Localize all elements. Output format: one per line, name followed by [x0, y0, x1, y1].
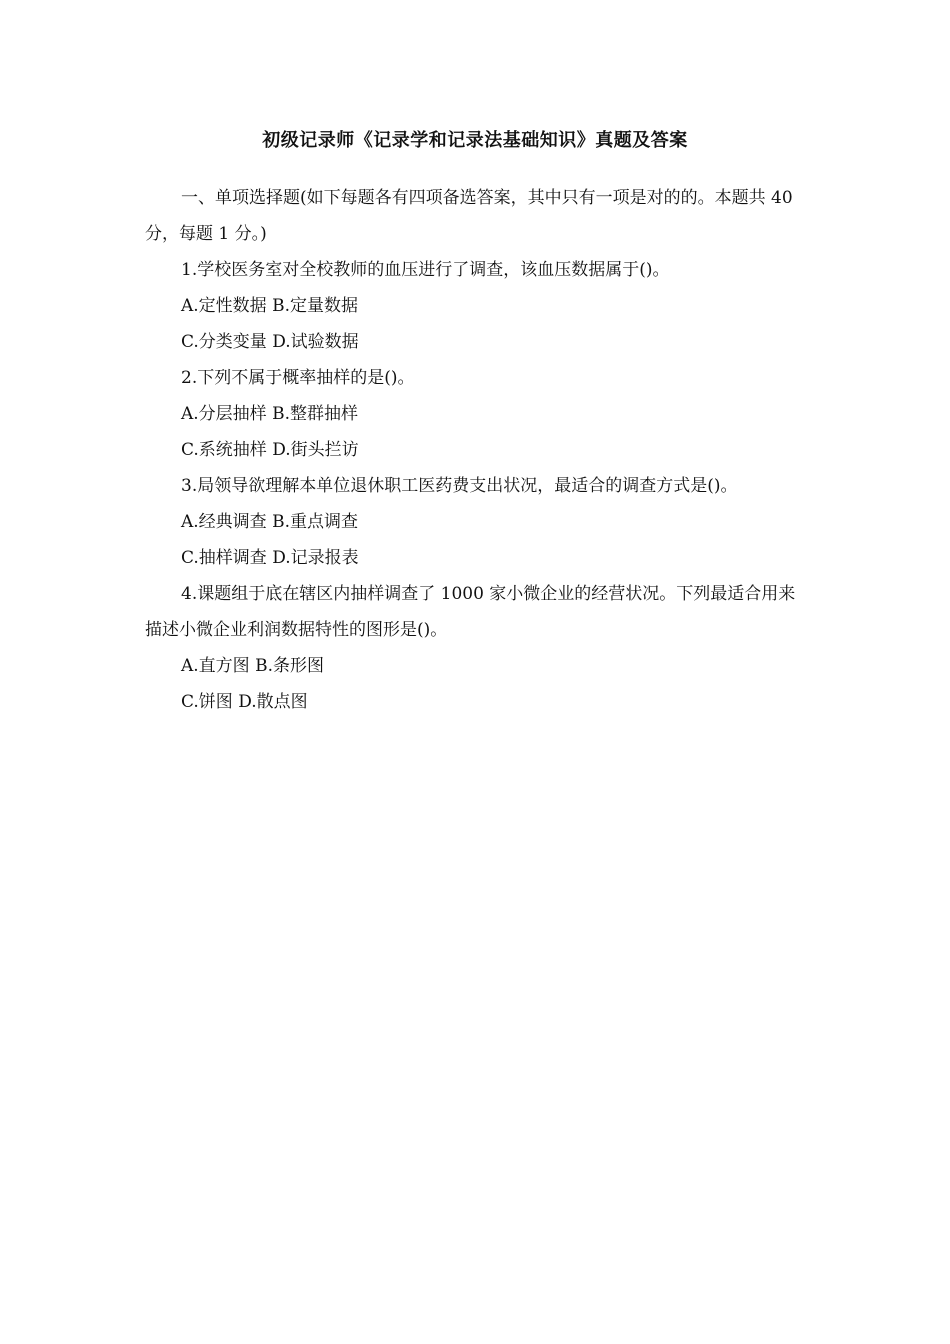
question-1-options-cd: C.分类变量 D.试验数据: [181, 332, 359, 352]
document-title: 初级记录师《记录学和记录法基础知识》真题及答案: [262, 130, 688, 151]
question-3-options-cd: C.抽样调查 D.记录报表: [181, 548, 359, 568]
document-body: [145, 180, 805, 720]
question-4-stem: 4.课题组于底在辖区内抽样调查了 1000 家小微企业的经营状况。下列最适合用来描述小微企业利润数据特性的图形是()。: [145, 584, 796, 640]
question-1-options-ab: A.定性数据 B.定量数据: [181, 296, 358, 316]
question-2-options-ab: A.分层抽样 B.整群抽样: [181, 404, 358, 424]
question-4-options-cd: C.饼图 D.散点图: [181, 692, 308, 712]
section-heading: 一、单项选择题(如下每题各有四项备选答案，其中只有一项是对的的。本题共 40 分，每题 1 分。): [145, 188, 793, 244]
question-1-stem: 1.学校医务室对全校教师的血压进行了调查，该血压数据属于()。: [181, 260, 670, 280]
question-4-options-ab: A.直方图 B.条形图: [181, 656, 324, 676]
question-3-stem: 3.局领导欲理解本单位退休职工医药费支出状况，最适合的调查方式是()。: [181, 476, 738, 496]
question-3-options-ab: A.经典调查 B.重点调查: [181, 512, 358, 532]
question-2-stem: 2.下列不属于概率抽样的是()。: [181, 368, 415, 388]
question-2-options-cd: C.系统抽样 D.街头拦访: [181, 440, 359, 460]
